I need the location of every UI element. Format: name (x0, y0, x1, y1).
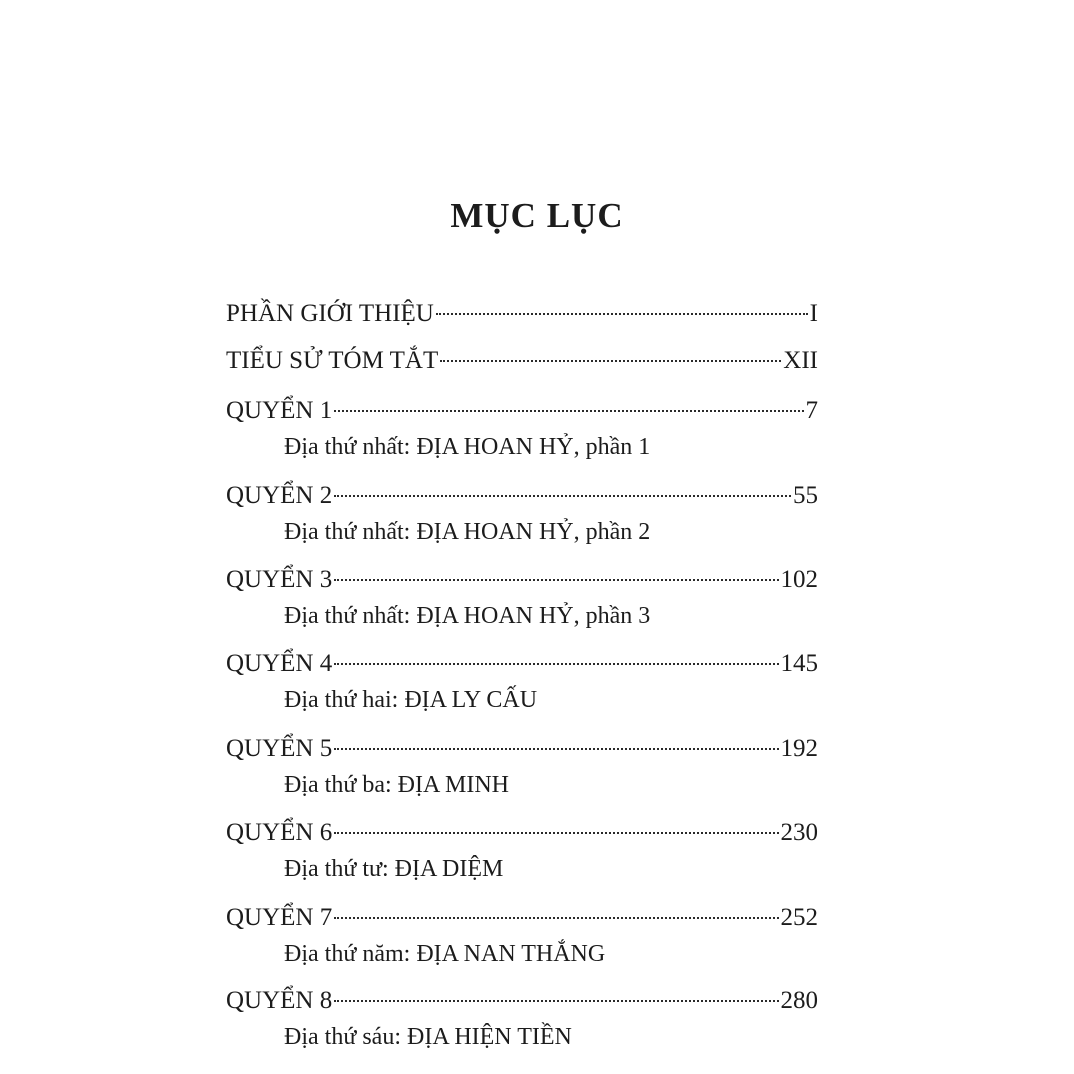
dot-leader (334, 663, 778, 665)
toc-entry-biography (226, 343, 818, 379)
toc-entry-label: QUYỂN 3 (226, 566, 333, 593)
toc-entry-subtitle: Địa thứ tư: ĐỊA DIỆM (284, 856, 504, 882)
dot-leader (334, 1000, 778, 1002)
toc-entry-label: TIỂU SỬ TÓM TẮT (226, 347, 439, 374)
toc-entry-subtitle: Địa thứ nhất: ĐỊA HOAN HỶ, phần 3 (284, 603, 651, 629)
toc-entry-page: 252 (780, 904, 818, 931)
toc-entry-page: I (809, 300, 818, 327)
dot-leader (334, 748, 778, 750)
toc-entry-label: QUYỂN 6 (226, 819, 333, 846)
toc-entry-page: XII (783, 347, 818, 374)
toc-entry-volume-6 (226, 815, 818, 851)
toc-entry-page: 145 (780, 650, 818, 677)
page-title: MỤC LỤC (450, 196, 624, 235)
dot-leader (334, 832, 778, 834)
toc-entry-label: QUYỂN 5 (226, 735, 333, 762)
toc-entry-volume-7 (226, 900, 818, 936)
toc-entry-page: 230 (780, 819, 818, 846)
toc-entry-subtitle: Địa thứ ba: ĐỊA MINH (284, 772, 509, 798)
toc-entry-volume-3 (226, 562, 818, 598)
toc-entry-label: QUYỂN 7 (226, 904, 333, 931)
toc-entry-subtitle: Địa thứ nhất: ĐỊA HOAN HỶ, phần 1 (284, 434, 651, 460)
toc-entry-label: PHẦN GIỚI THIỆU (226, 300, 434, 327)
toc-entry-subtitle: Địa thứ năm: ĐỊA NAN THẮNG (284, 941, 606, 967)
toc-entry-volume-2 (226, 478, 818, 514)
toc-entry-page: 7 (805, 397, 818, 424)
dot-leader (440, 360, 781, 362)
toc-entry-label: QUYỂN 1 (226, 397, 333, 424)
toc-entry-page: 280 (780, 987, 818, 1014)
toc-entry-page: 192 (780, 735, 818, 762)
toc-entry-subtitle: Địa thứ hai: ĐỊA LY CẤU (284, 687, 538, 713)
dot-leader (436, 313, 808, 315)
toc-entry-volume-5 (226, 731, 818, 767)
toc-entry-volume-8 (226, 983, 818, 1019)
toc-entry-subtitle: Địa thứ sáu: ĐỊA HIỆN TIỀN (284, 1024, 572, 1050)
dot-leader (334, 917, 778, 919)
toc-entry-label: QUYỂN 8 (226, 987, 333, 1014)
dot-leader (334, 579, 778, 581)
toc-entry-subtitle: Địa thứ nhất: ĐỊA HOAN HỶ, phần 2 (284, 519, 651, 545)
dot-leader (334, 495, 791, 497)
toc-entry-volume-4 (226, 646, 818, 682)
toc-entry-page: 102 (780, 566, 818, 593)
toc-entry-label: QUYỂN 4 (226, 650, 333, 677)
toc-entry-page: 55 (793, 482, 818, 509)
toc-entry-volume-1 (226, 393, 818, 429)
dot-leader (334, 410, 803, 412)
toc-entry-introduction (226, 296, 818, 332)
toc-entry-label: QUYỂN 2 (226, 482, 333, 509)
